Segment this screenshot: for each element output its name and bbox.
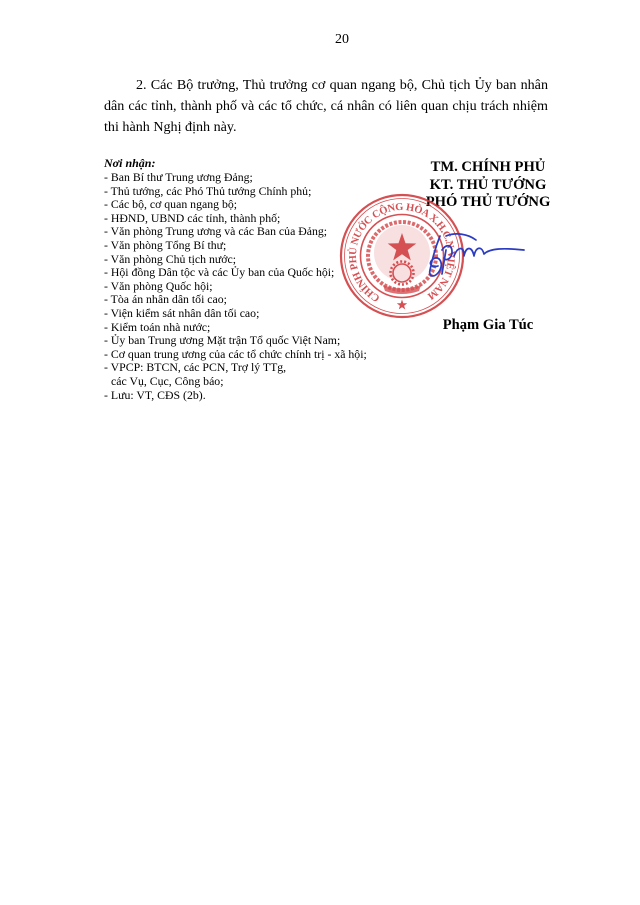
list-item: - Lưu: VT, CĐS (2b).	[104, 387, 206, 402]
list-item: - Các bộ, cơ quan ngang bộ;	[104, 197, 238, 212]
signer-name: Phạm Gia Túc	[442, 317, 534, 333]
title-line-1: TM. CHÍNH PHỦ	[430, 159, 546, 175]
list-item: - Văn phòng Quốc hội;	[104, 278, 213, 293]
list-item: - Ủy ban Trung ương Mặt trận Tổ quốc Việt Nam;	[104, 333, 341, 348]
list-item: - VPCP: BTCN, các PCN, Trợ lý TTg,	[104, 360, 287, 375]
page-number: 20	[335, 32, 349, 47]
list-item-continuation: các Vụ, Cục, Công báo;	[111, 373, 224, 388]
signature-stroke	[454, 248, 524, 256]
recipients-heading: Nơi nhận:	[104, 156, 156, 170]
list-item: - HĐND, UBND các tỉnh, thành phố;	[104, 210, 281, 225]
title-line-3: PHÓ THỦ TƯỚNG	[425, 194, 551, 210]
list-item: - Hội đồng Dân tộc và các Ủy ban của Quốc hội;	[104, 265, 335, 280]
list-item: - Văn phòng Chủ tịch nước;	[104, 251, 237, 266]
seal-ring-textpath: CHÍNH PHỦ NƯỚC CỘNG HÒA X.H.C.N VIỆT NAM	[347, 201, 457, 304]
list-item: - Văn phòng Trung ương và các Ban của Đảng;	[104, 224, 328, 239]
list-item: - Kiểm toán nhà nước;	[104, 319, 211, 334]
list-item: - Tòa án nhân dân tối cao;	[104, 292, 227, 307]
body-paragraph: 2. Các Bộ trưởng, Thủ trưởng cơ quan ngang bộ, Chủ tịch Ủy ban nhân dân các tỉnh, thành phố và các tổ chức, cá nhân có liên quan chịu trách nhiệm thi hành Nghị định này.	[104, 77, 548, 135]
seal-bottom-star-icon	[397, 300, 407, 310]
list-item: - Văn phòng Tổng Bí thư;	[104, 237, 227, 252]
list-item: - Cơ quan trung ương của các tổ chức chính trị - xã hội;	[104, 346, 367, 361]
list-item: - Thủ tướng, các Phó Thủ tướng Chính phủ;	[104, 183, 312, 198]
signature-stroke	[442, 246, 452, 274]
title-line-2: KT. THỦ TƯỚNG	[429, 176, 547, 193]
signature-stroke	[446, 234, 476, 240]
list-item: - Viện kiểm sát nhân dân tối cao;	[104, 305, 260, 320]
list-item: - Ban Bí thư Trung ương Đảng;	[104, 170, 253, 184]
handwritten-signature	[418, 226, 528, 282]
signature-stroke	[430, 236, 442, 276]
